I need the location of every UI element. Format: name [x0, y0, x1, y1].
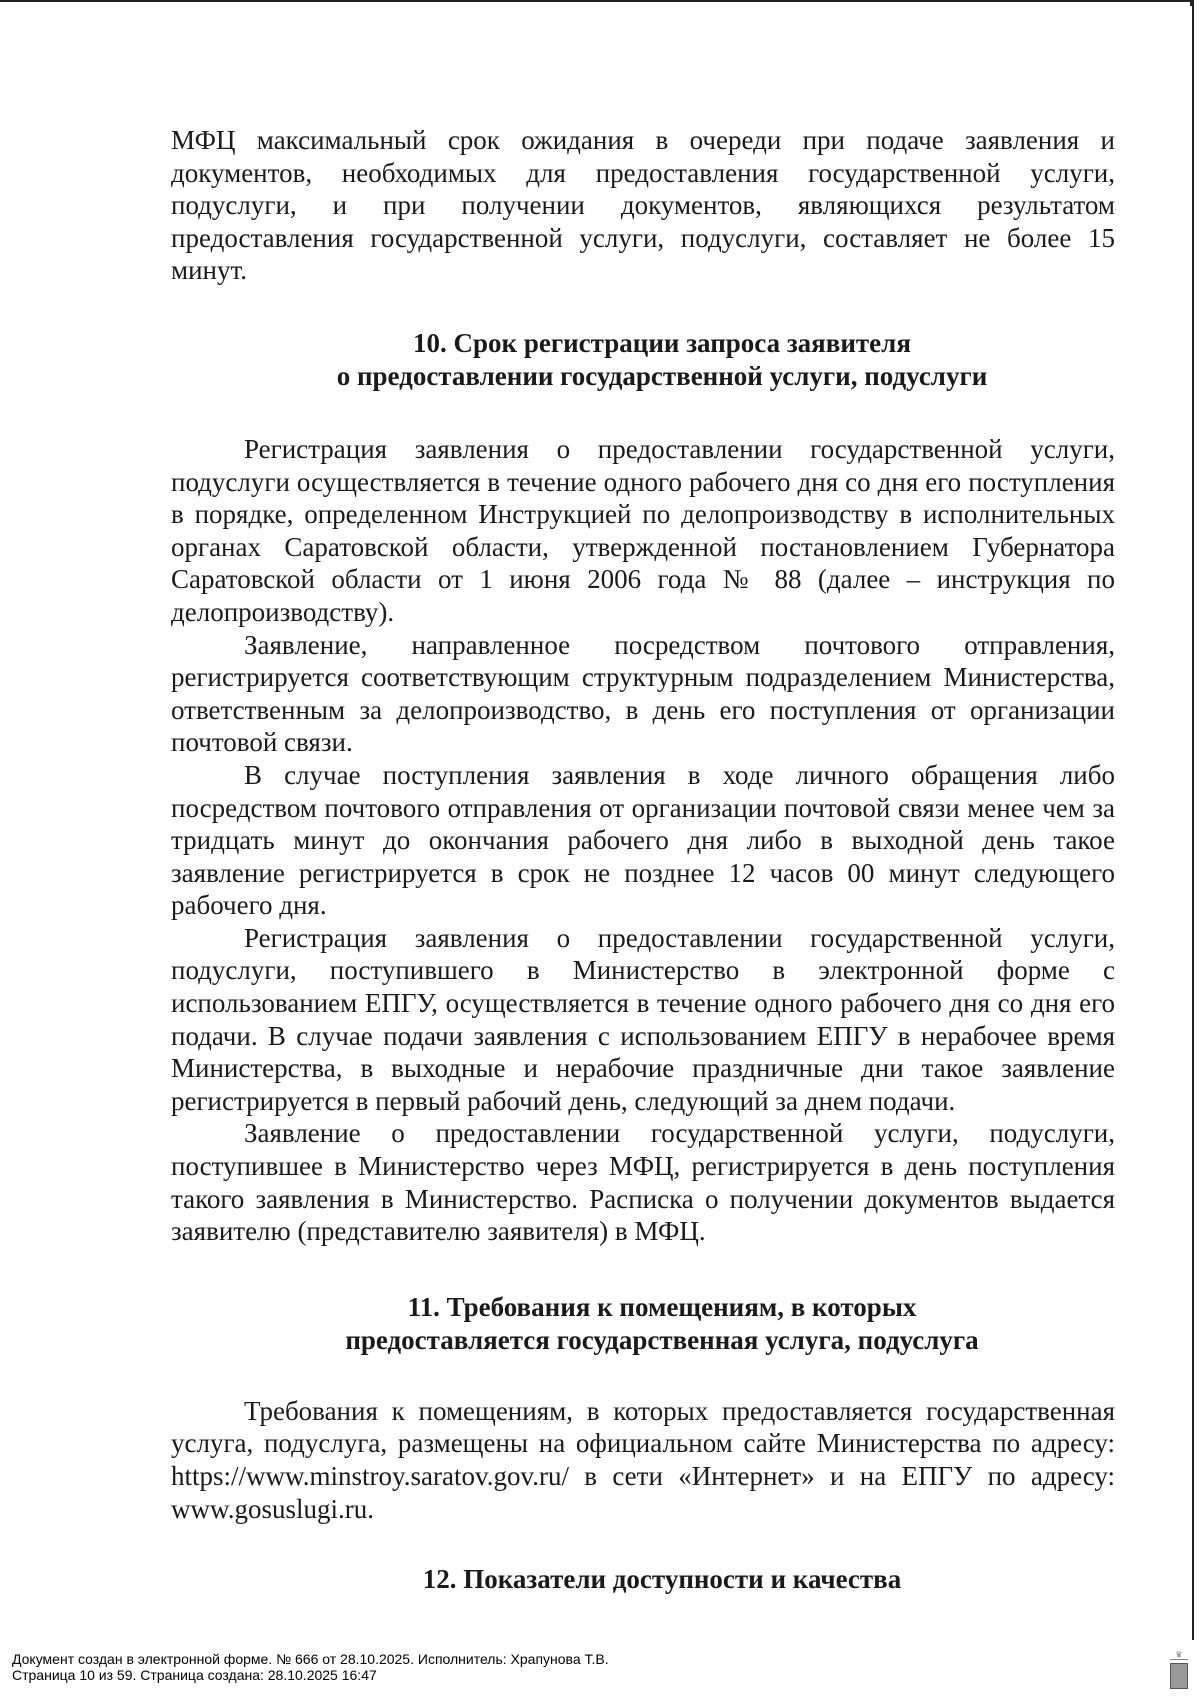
section-10-paragraph-5: Заявление о предоставлении государственной услуги, подуслуги, поступившее в Министерство через МФЦ, регистрируется в день поступления такого заявления в Министерство. Расписка о получении документов выдается заявителю (представителю заявителя) в МФЦ.	[171, 1118, 1115, 1247]
section-12-heading	[171, 1563, 1115, 1596]
section-10-paragraph-1: Регистрация заявления о предоставлении государственной услуги, подуслуги осуществляется в течение одного рабочего дня со дня его поступления в порядке, определенном Инструкцией по делопроизводству в исполнительных органах Саратовской области, утвержденной постановлением Губернатора Саратовской области от 1 июня 2006 года № 88 (далее – инструкция по делопроизводству).	[171, 433, 1115, 627]
page-border-top	[0, 0, 1192, 6]
section-11-paragraph-1: Требования к помещениям, в которых предоставляется государственная услуга, подуслуга, размещены на официальном сайте Министерства по адресу: https://www.minstroy.saratov.gov.ru/ в сети «Интернет» и на ЕПГУ по адресу: www.gosuslugi.ru.	[171, 1395, 1115, 1524]
footer-line-2: Страница 10 из 59. Страница создана: 28.10.2025 16:47	[12, 1667, 377, 1683]
section-10-title-line1: 10. Срок регистрации запроса заявителя	[413, 327, 911, 358]
crown-icon: ♛	[1170, 1651, 1188, 1660]
section-10-paragraph-3: В случае поступления заявления в ходе личного обращения либо посредством почтового отправления от организации почтовой связи менее чем за тридцать минут до окончания рабочего дня либо в выходной день такое заявление регистрируется в срок не позднее 12 часов 00 минут следующего рабочего дня.	[171, 759, 1115, 921]
paragraph-continuation: МФЦ максимальный срок ожидания в очереди при подаче заявления и документов, необходимых для предоставления государственной услуги, подуслуги, и при получении документов, являющихся результатом предоставления государственной услуги, подуслуги, составляет не более 15 минут.	[171, 125, 1115, 286]
document-footer	[12, 1651, 609, 1683]
section-11-heading	[171, 1291, 1115, 1357]
section-10-paragraph-2: Заявление, направленное посредством почтового отправления, регистрируется соответствующим структурным подразделением Министерства, ответственным за делопроизводство, в день его поступления от организации почтовой связи.	[171, 629, 1115, 758]
document-body	[171, 124, 1115, 1596]
footer-line-1: Документ создан в электронной форме. № 666 от 28.10.2025. Исполнитель: Храпунова Т.В.	[12, 1651, 609, 1667]
page-border-right	[1192, 0, 1194, 1640]
seal-block	[1170, 1663, 1188, 1689]
section-10-heading	[171, 327, 1115, 393]
section-11-title-line1: 11. Требования к помещениям, в которых	[407, 1291, 917, 1322]
section-10-paragraph-4: Регистрация заявления о предоставлении государственной услуги, подуслуги, поступившего в Министерство в электронной форме с использованием ЕПГУ, осуществляется в течение одного рабочего дня со дня его подачи. В случае подачи заявления с использованием ЕПГУ в нерабочее время Министерства, в выходные и нерабочие праздничные дни такое заявление регистрируется в первый рабочий день, следующий за днем подачи.	[171, 922, 1115, 1116]
section-10-title-line2: о предоставлении государственной услуги, подуслуги	[336, 360, 988, 391]
emblem-seal-icon	[1168, 1651, 1190, 1691]
section-11-title-line2: предоставляется государственная услуга, подуслуга	[345, 1324, 979, 1355]
section-12-title: 12. Показатели доступности и качества	[422, 1564, 902, 1595]
